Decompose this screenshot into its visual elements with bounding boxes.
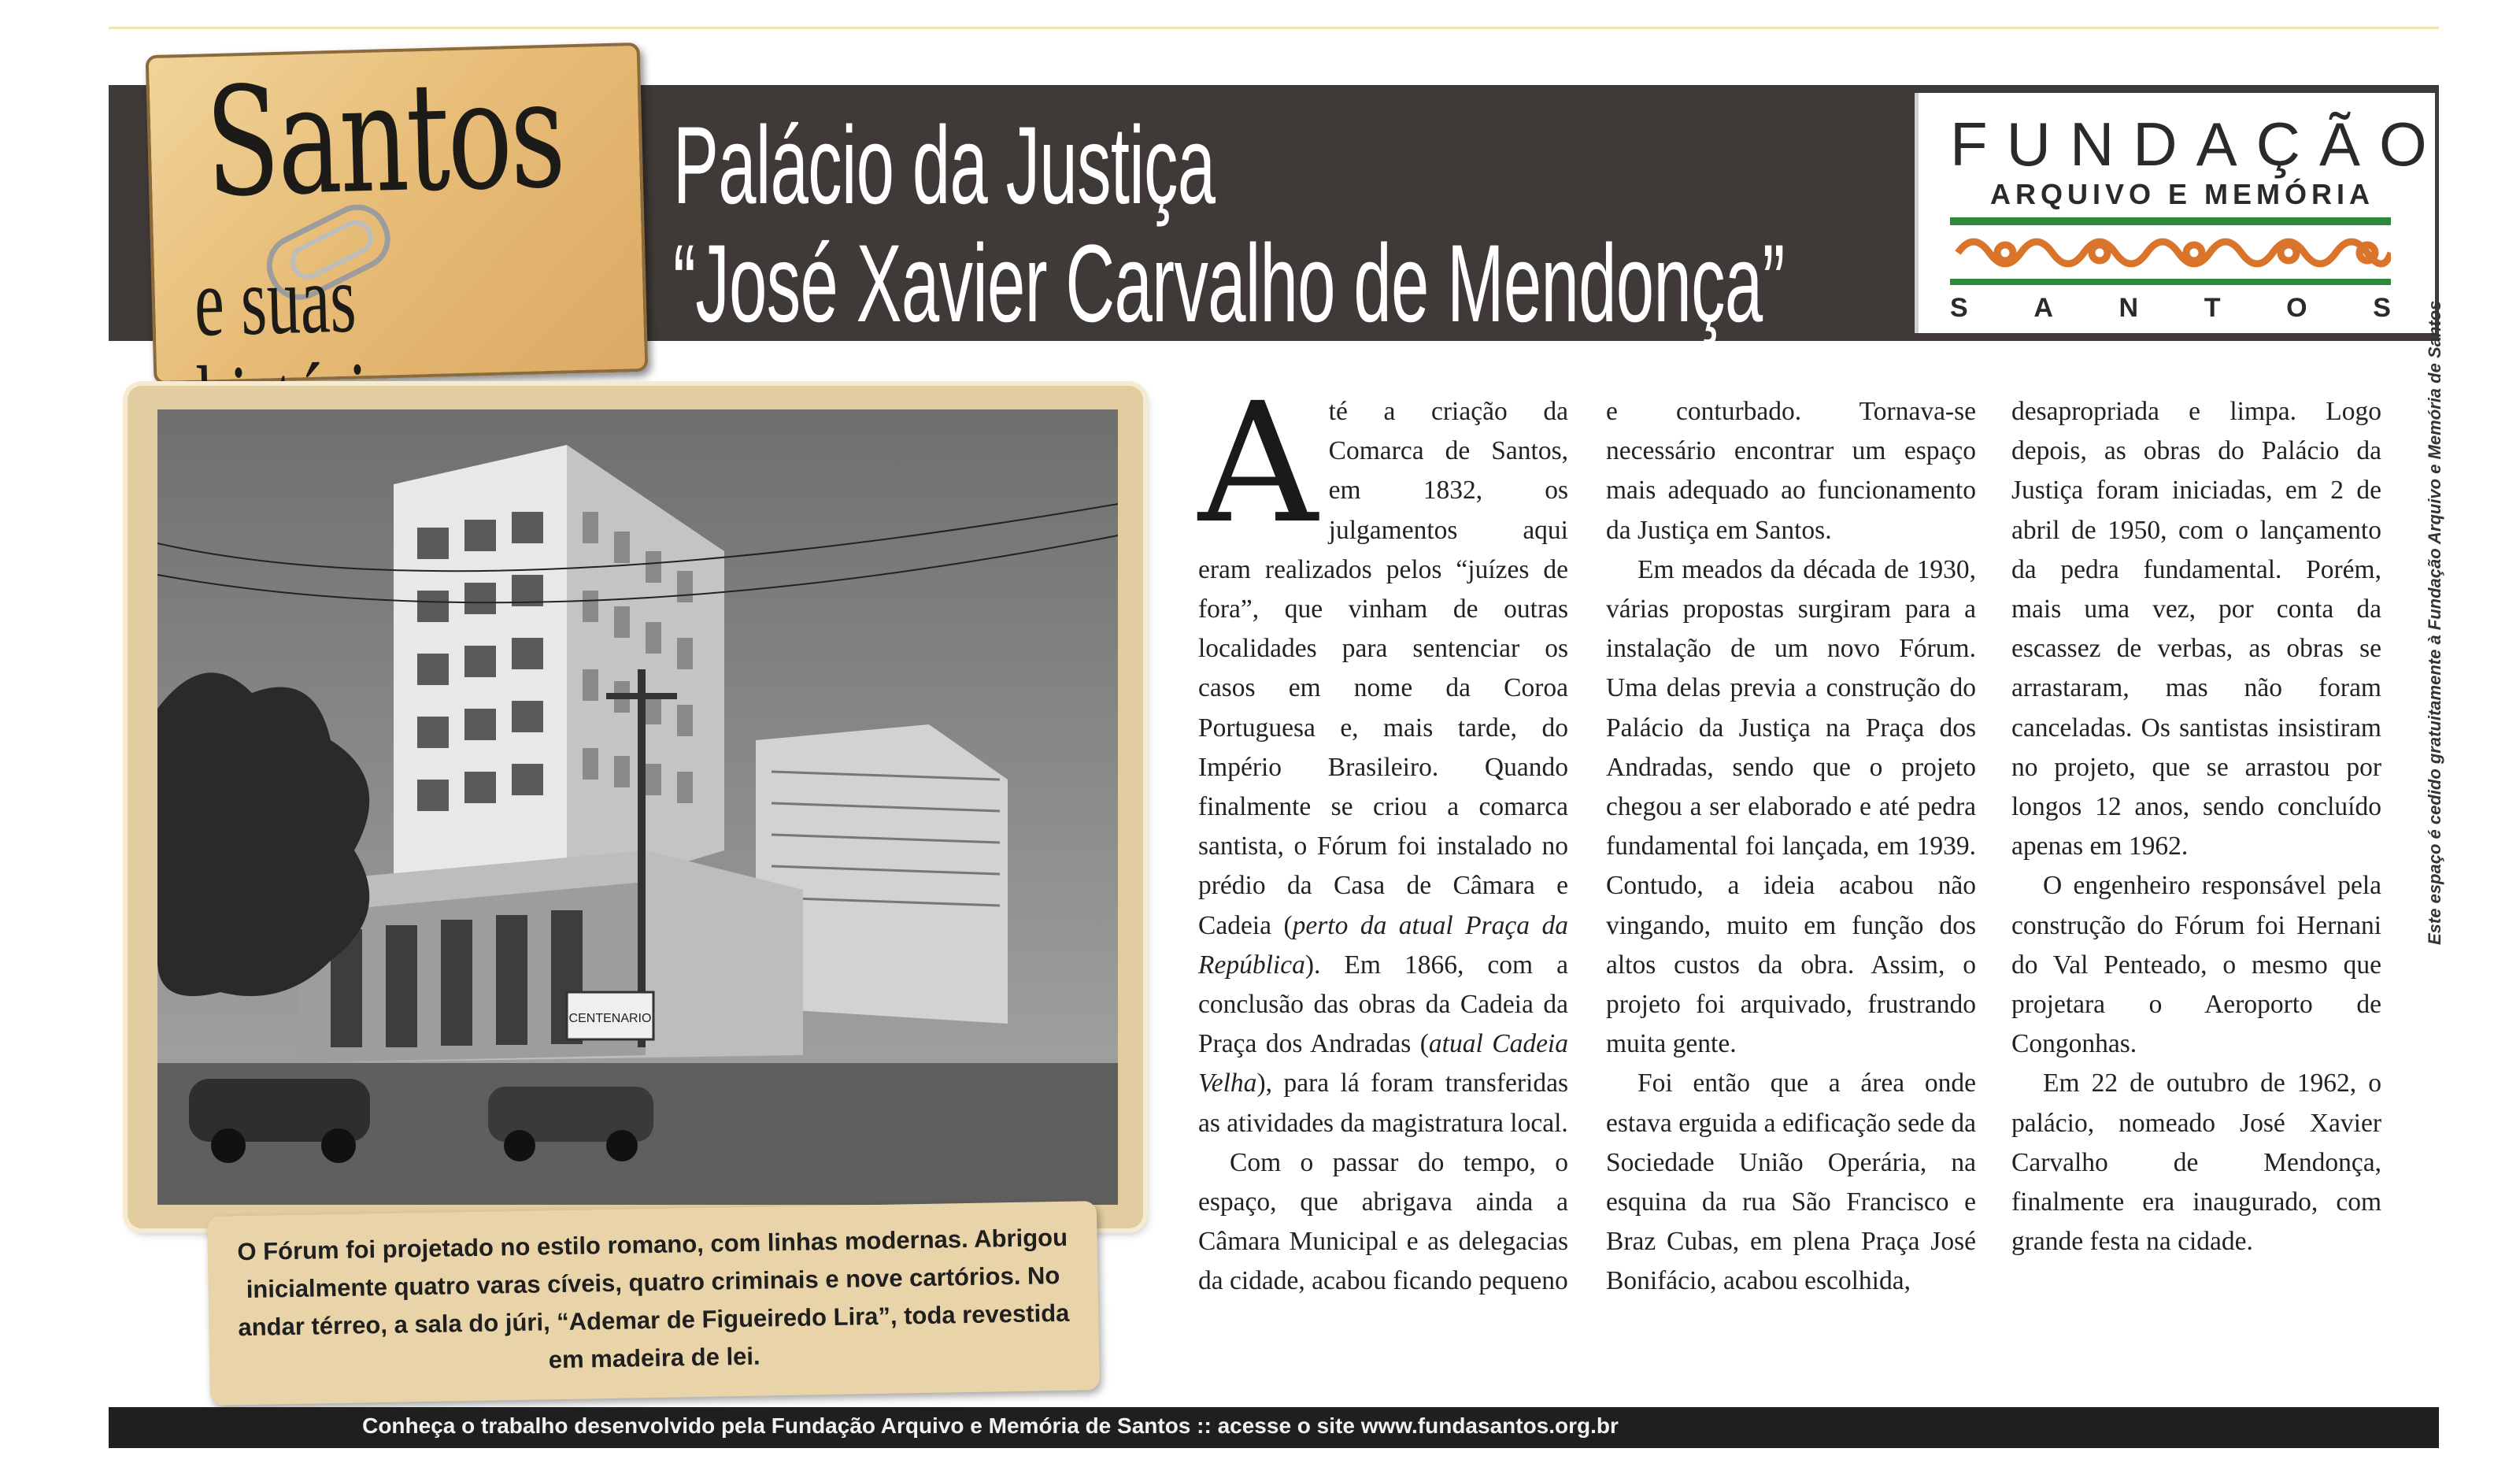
logo-bar-bottom	[1950, 279, 2391, 285]
footer-bar	[109, 1407, 2439, 1448]
article-column-1	[1198, 367, 1568, 1302]
article-text-continued: e conturbado. Tornava-se necessário encontrar um espaço mais adequado ao funcionamento da Justiça em Santos.	[1606, 397, 1976, 545]
series-title: Santos	[203, 46, 565, 231]
top-rule	[109, 27, 2439, 29]
logo-city-letter: S	[1950, 293, 1968, 323]
article-paragraph-continued	[2011, 392, 2381, 866]
series-subtitle: e suas	[193, 244, 357, 357]
article-paragraph-continued	[1606, 392, 1976, 550]
article-italic: atual Cadeia Velha	[1198, 1029, 1568, 1098]
construction-sign: CENTENARIO	[568, 1012, 652, 1025]
foundation-logo	[1915, 93, 2446, 333]
headline-line-2: “José Xavier Carvalho de Mendonça”	[673, 221, 1785, 345]
article-italic: perto da atual Praça da República	[1198, 910, 1568, 980]
logo-subtitle: ARQUIVO E MEMÓRIA	[1989, 178, 2374, 210]
headline-line-1: Palácio da Justiça	[673, 103, 1216, 227]
article-text: ), para lá foram transferidas as atividades da magistratura local.	[1198, 1069, 1568, 1138]
logo-ornament	[1950, 228, 2391, 277]
drop-cap: A	[1198, 367, 1318, 560]
headline	[673, 103, 1785, 345]
article-paragraph-2: Com o passar do tempo, o espaço, que abrigava ainda a Câmara Municipal e as delegacias da cidade, acabou ficando pequeno	[1198, 1147, 1568, 1296]
forum-photo	[157, 409, 1118, 1205]
caption-box	[207, 1201, 1100, 1406]
article-text: té a criação da Comarca de Santos, em 1832, os julgamentos aqui eram realizados pelos “juízes de fora”, que vinham de outras localidades para sentenciar os casos em nome da Coroa Portuguesa e, mais tarde, do Império Brasileiro. Quando finalmente se criou a comarca santista, o Fórum foi instalado no prédio da Casa de Câmara e Cadeia (	[1198, 397, 1568, 940]
series-tag	[146, 43, 649, 384]
logo-city-letter: A	[2033, 293, 2053, 323]
article-column-3	[2011, 392, 2381, 1261]
photo-caption: O Fórum foi projetado no estilo romano, com linhas modernas. Abrigou inicialmente quatro varas cíveis, quatro criminais e nove cartórios. No andar térreo, a sala do júri, “Ademar de Figueiredo Lira”, toda revestida em madeira de lei.	[237, 1223, 1070, 1374]
article-paragraph-5: O engenheiro responsável pela construção do Fórum foi Hernani do Val Penteado, o mesmo que projetara o Aeroporto de Congonhas.	[2011, 871, 2381, 1059]
article-column-2	[1606, 392, 1976, 1302]
logo-city-letter: O	[2286, 293, 2307, 323]
article-paragraph-6: Em 22 de outubro de 1962, o palácio, nomeado José Xavier Carvalho de Mendonça, finalmente era inaugurado, com grande festa na cidade.	[2011, 1069, 2381, 1257]
logo-city-letter: N	[2119, 293, 2139, 323]
article-text: ). Em 1866, com a conclusão das obras da Cadeia da Praça dos Andradas (	[1198, 950, 1568, 1059]
logo-city-letter: S	[2373, 293, 2391, 323]
logo-title: FUNDAÇÃO	[1950, 109, 2446, 179]
credit-line: Este espaço é cedido gratuitamente à Fundação Arquivo e Memória de Santos	[2425, 300, 2444, 945]
article-text-continued: desapropriada e limpa. Logo depois, as obras do Palácio da Justiça foram iniciadas, em 2 de abril de 1950, com o lançamento da pedra fundamental. Porém, mais uma vez, por conta da escassez de verbas, as obras se arrastaram, mas não foram canceladas. Os santistas insistiram no projeto, que se arrastou por longos 12 anos, sendo concluído apenas em 1962.	[2011, 397, 2381, 861]
article-paragraph-1	[1198, 367, 1568, 1143]
logo-city	[1950, 293, 2391, 324]
logo-bar-top	[1950, 217, 2391, 225]
article-paragraph-4: Foi então que a área onde estava erguida a edificação sede da Sociedade União Operária, na esquina da rua São Francisco e Braz Cubas, em plena Praça José Bonifácio, acabou escolhida,	[1606, 1069, 1976, 1296]
article-paragraph-3: Em meados da década de 1930, várias propostas surgiram para a instalação de um novo Fórum. Uma delas previa a construção do Palácio da Justiça na Praça dos Andradas, sendo que o projeto chegou a ser elaborado e até pedra fundamental foi lançada, em 1939. Contudo, a ideia acabou não vingando, muito em função dos altos custos da obra. Assim, o projeto foi arquivado, frustrando muita gente.	[1606, 554, 1976, 1059]
footer-text: Conheça o trabalho desenvolvido pela Fundação Arquivo e Memória de Santos :: acesse o site www.fundasantos.org.br	[362, 1413, 1619, 1438]
forum-building-illustration	[157, 409, 1118, 1205]
logo-city-letter: T	[2204, 293, 2221, 323]
